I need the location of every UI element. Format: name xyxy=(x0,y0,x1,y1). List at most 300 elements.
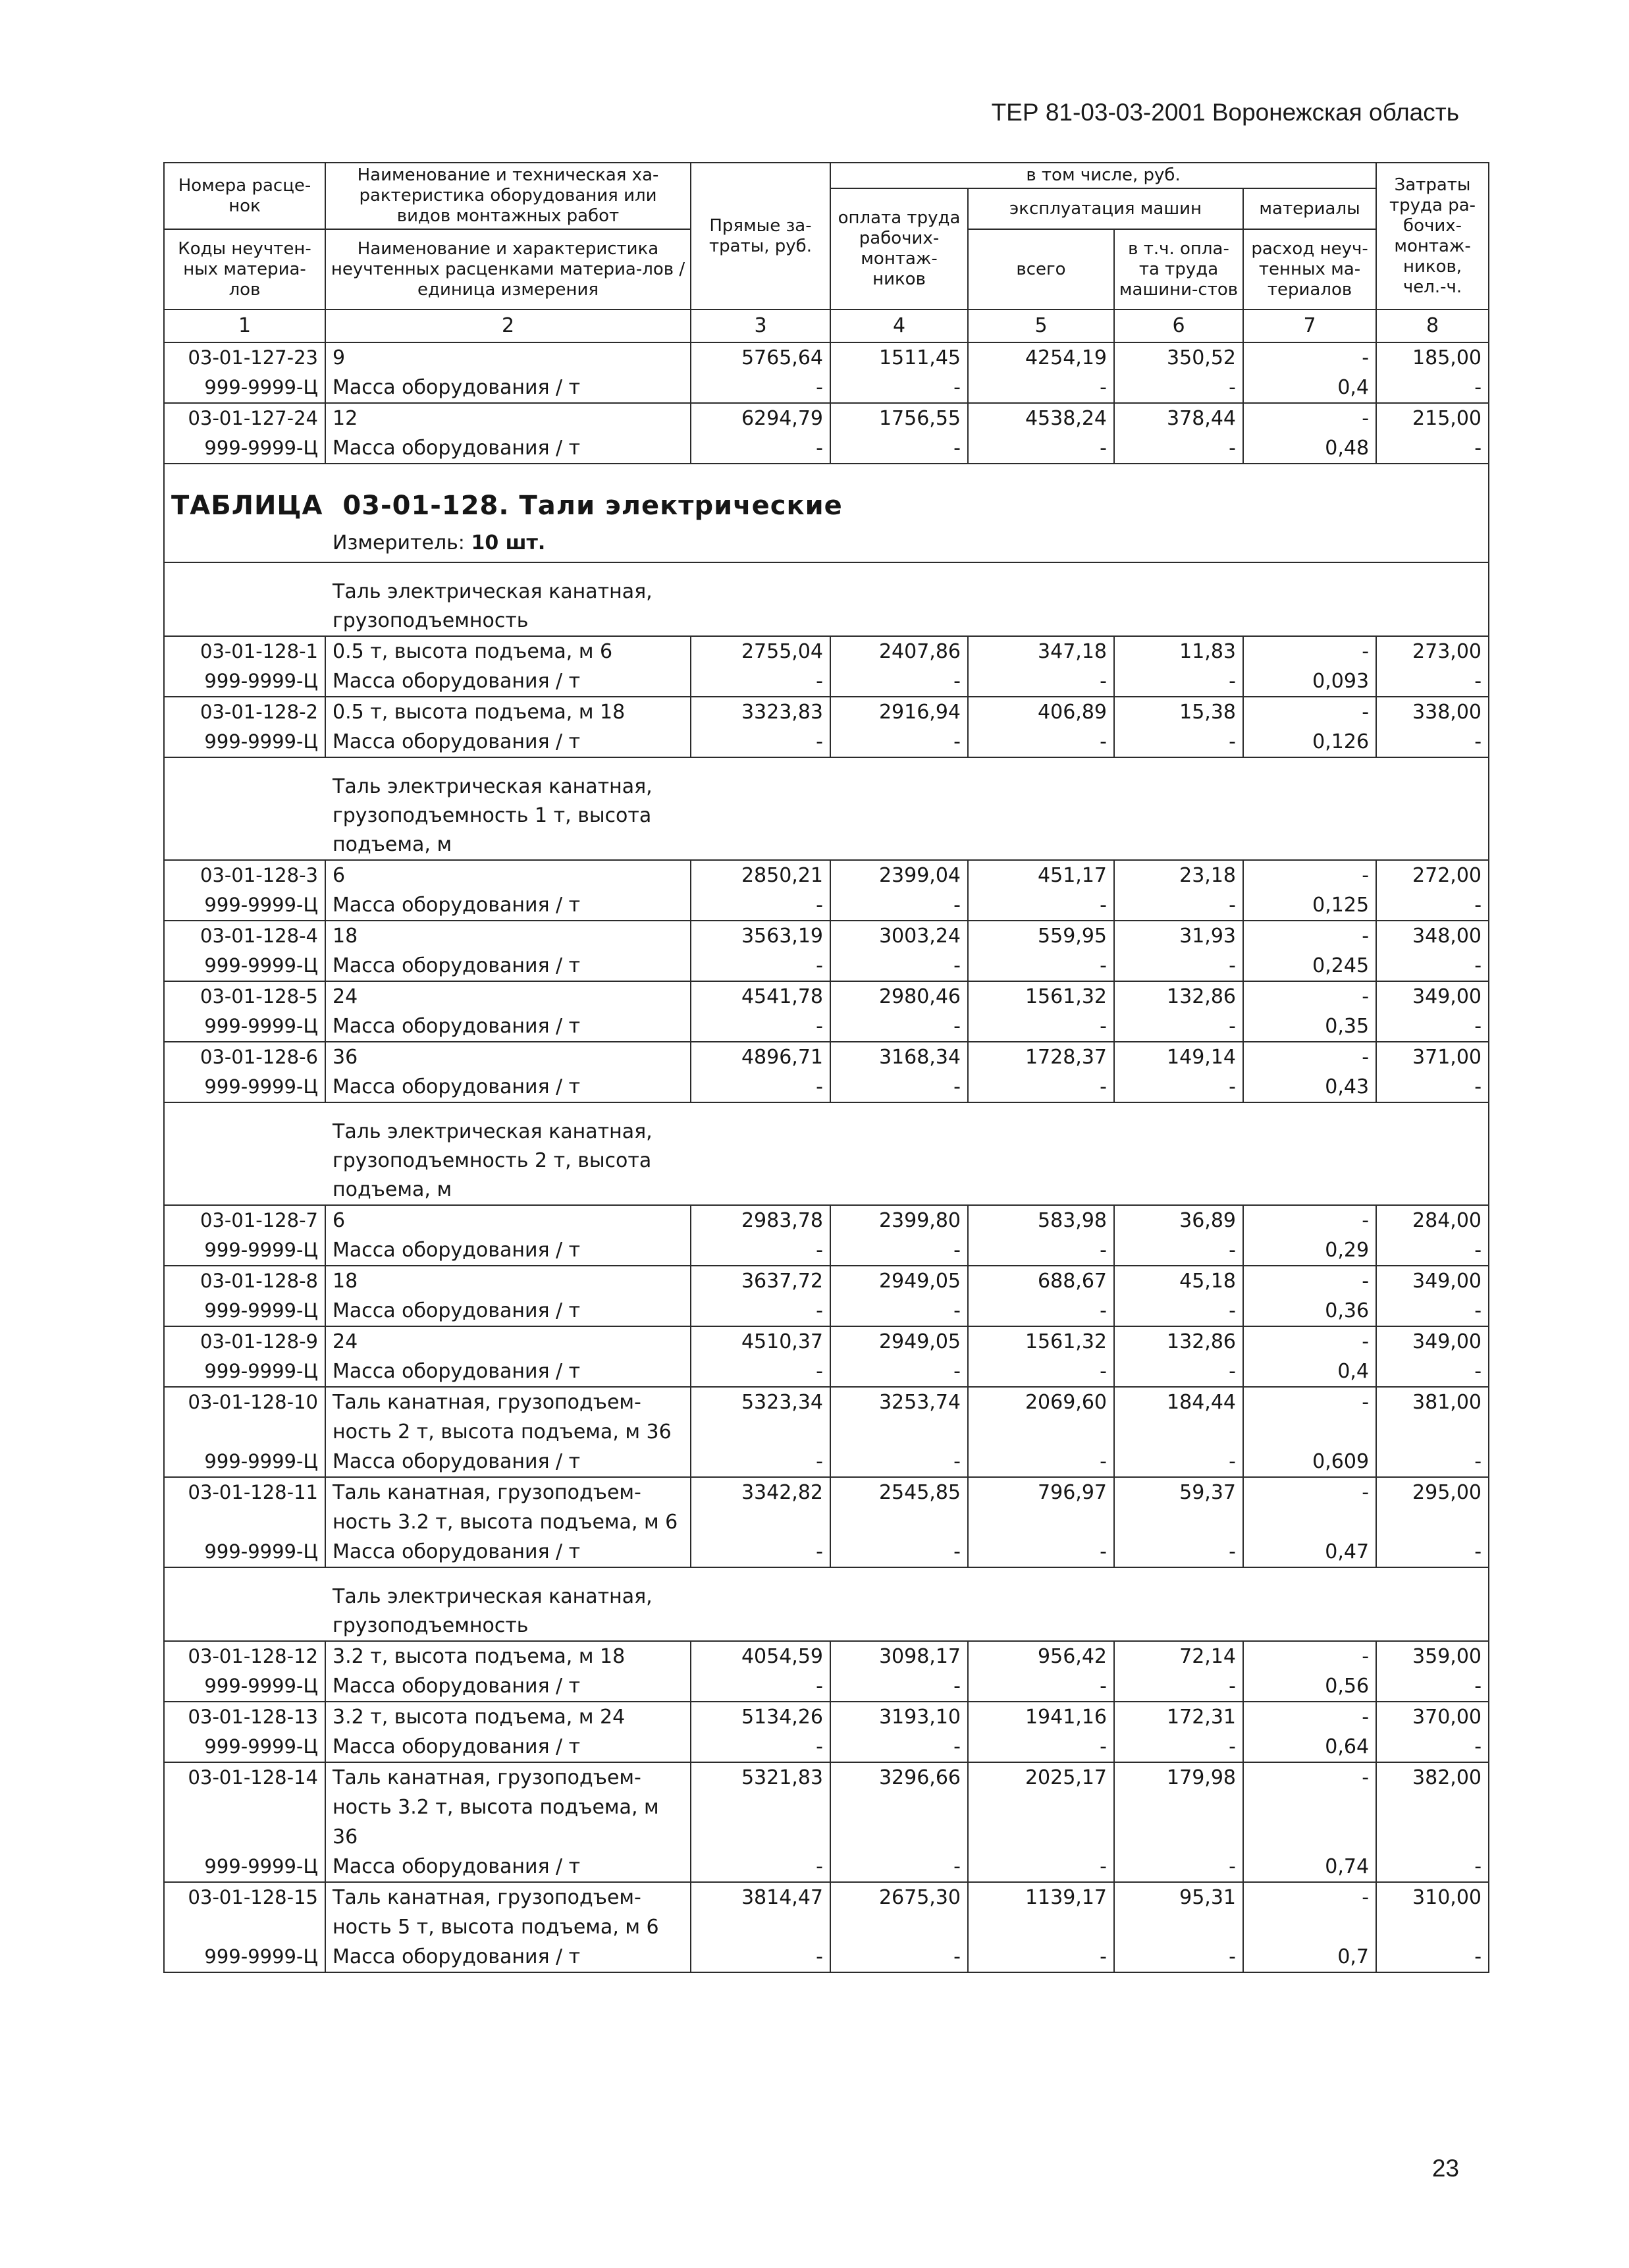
dash-value: - xyxy=(968,1296,1114,1326)
dash-value: - xyxy=(830,373,968,403)
labor-hours-value: 295,00 xyxy=(1376,1477,1489,1537)
rate-code: 03-01-127-24 xyxy=(164,403,325,433)
material-name: Масса оборудования / т xyxy=(325,1447,691,1477)
material-code: 999-9999-Ц xyxy=(164,1537,325,1567)
materials-value: - xyxy=(1243,1762,1376,1852)
meter-label: Измеритель: xyxy=(333,531,471,554)
section-cell xyxy=(164,464,1489,562)
labor-pay-value: 2980,46 xyxy=(830,981,968,1012)
materials-value: - xyxy=(1243,697,1376,727)
column-number: 1 xyxy=(164,310,325,342)
materials-value: - xyxy=(1243,1266,1376,1296)
mass-value: 0,7 xyxy=(1243,1942,1376,1972)
material-name: Масса оборудования / т xyxy=(325,1732,691,1762)
mass-value: 0,609 xyxy=(1243,1447,1376,1477)
material-code: 999-9999-Ц xyxy=(164,1671,325,1702)
dash-value: - xyxy=(1114,1296,1243,1326)
header-name: Наименование и техническая ха-рактеристика оборудования или видов монтажных работ xyxy=(325,163,691,229)
material-code: 999-9999-Ц xyxy=(164,1447,325,1477)
material-code: 999-9999-Ц xyxy=(164,1732,325,1762)
labor-pay-value: 2916,94 xyxy=(830,697,968,727)
machines-total-value: 1139,17 xyxy=(968,1882,1114,1942)
section-row xyxy=(164,1102,1489,1205)
direct-costs-value: 3563,19 xyxy=(691,921,830,951)
dash-value: - xyxy=(830,1671,968,1702)
materials-value: - xyxy=(1243,1326,1376,1357)
section-cell xyxy=(164,757,1489,860)
dash-value: - xyxy=(1114,1235,1243,1266)
machines-total-value: 451,17 xyxy=(968,860,1114,890)
material-name: Масса оборудования / т xyxy=(325,433,691,464)
dash-value: - xyxy=(830,890,968,921)
rate-row xyxy=(164,697,1489,727)
rate-name: 0.5 т, высота подъема, м 6 xyxy=(325,636,691,666)
material-name: Масса оборудования / т xyxy=(325,890,691,921)
rate-code: 03-01-128-14 xyxy=(164,1762,325,1852)
direct-costs-value: 5321,83 xyxy=(691,1762,830,1852)
direct-costs-value: 3814,47 xyxy=(691,1882,830,1942)
mass-value: 0,43 xyxy=(1243,1072,1376,1102)
material-code: 999-9999-Ц xyxy=(164,1852,325,1882)
dash-value: - xyxy=(691,1537,830,1567)
dash-value: - xyxy=(1376,1537,1489,1567)
dash-value: - xyxy=(691,1296,830,1326)
section-row xyxy=(164,562,1489,636)
machines-labor-value: 132,86 xyxy=(1114,1326,1243,1357)
section-row xyxy=(164,757,1489,860)
material-name: Масса оборудования / т xyxy=(325,951,691,981)
mass-value: 0,47 xyxy=(1243,1537,1376,1567)
header-unaccounted-codes: Коды неучтен-ных материа-лов xyxy=(164,229,325,310)
rate-name: 12 xyxy=(325,403,691,433)
dash-value: - xyxy=(968,1852,1114,1882)
dash-value: - xyxy=(968,1732,1114,1762)
materials-value: - xyxy=(1243,403,1376,433)
rate-name: 18 xyxy=(325,921,691,951)
rate-row xyxy=(164,921,1489,951)
dash-value: - xyxy=(830,1012,968,1042)
mass-row xyxy=(164,1072,1489,1102)
material-code: 999-9999-Ц xyxy=(164,373,325,403)
mass-row xyxy=(164,1447,1489,1477)
dash-value: - xyxy=(968,1357,1114,1387)
material-code: 999-9999-Ц xyxy=(164,951,325,981)
mass-value: 0,35 xyxy=(1243,1012,1376,1042)
material-code: 999-9999-Ц xyxy=(164,1942,325,1972)
mass-value: 0,29 xyxy=(1243,1235,1376,1266)
labor-hours-value: 359,00 xyxy=(1376,1641,1489,1671)
mass-row xyxy=(164,1732,1489,1762)
rate-row xyxy=(164,1702,1489,1732)
rate-name: 36 xyxy=(325,1042,691,1072)
header-direct-costs: Прямые за-траты, руб. xyxy=(691,163,830,310)
dash-value: - xyxy=(691,1942,830,1972)
material-name: Масса оборудования / т xyxy=(325,666,691,697)
dash-value: - xyxy=(830,1072,968,1102)
labor-pay-value: 2399,04 xyxy=(830,860,968,890)
dash-value: - xyxy=(1376,727,1489,757)
machines-total-value: 2025,17 xyxy=(968,1762,1114,1852)
rate-code: 03-01-127-23 xyxy=(164,342,325,373)
labor-pay-value: 2407,86 xyxy=(830,636,968,666)
rate-name: 3.2 т, высота подъема, м 24 xyxy=(325,1702,691,1732)
rate-code: 03-01-128-8 xyxy=(164,1266,325,1296)
material-name: Масса оборудования / т xyxy=(325,727,691,757)
labor-hours-value: 349,00 xyxy=(1376,1326,1489,1357)
rate-code: 03-01-128-2 xyxy=(164,697,325,727)
dash-value: - xyxy=(830,1447,968,1477)
dash-value: - xyxy=(1114,373,1243,403)
material-code: 999-9999-Ц xyxy=(164,1012,325,1042)
dash-value: - xyxy=(968,890,1114,921)
rate-name: 0.5 т, высота подъема, м 18 xyxy=(325,697,691,727)
rate-code: 03-01-128-6 xyxy=(164,1042,325,1072)
labor-hours-value: 284,00 xyxy=(1376,1205,1489,1235)
materials-value: - xyxy=(1243,981,1376,1012)
direct-costs-value: 5765,64 xyxy=(691,342,830,373)
dash-value: - xyxy=(830,1296,968,1326)
dash-value: - xyxy=(1376,373,1489,403)
dash-value: - xyxy=(691,1852,830,1882)
material-name: Масса оборудования / т xyxy=(325,1357,691,1387)
labor-pay-value: 3003,24 xyxy=(830,921,968,951)
dash-value: - xyxy=(1114,1671,1243,1702)
dash-value: - xyxy=(968,373,1114,403)
rate-row xyxy=(164,636,1489,666)
material-code: 999-9999-Ц xyxy=(164,890,325,921)
labor-hours-value: 185,00 xyxy=(1376,342,1489,373)
rate-name: Таль канатная, грузоподъем-ность 3.2 т, высота подъема, м 36 xyxy=(325,1762,691,1852)
material-code: 999-9999-Ц xyxy=(164,727,325,757)
dash-value: - xyxy=(1376,1296,1489,1326)
machines-total-value: 347,18 xyxy=(968,636,1114,666)
machines-labor-value: 378,44 xyxy=(1114,403,1243,433)
dash-value: - xyxy=(1114,1852,1243,1882)
mass-row xyxy=(164,951,1489,981)
labor-hours-value: 371,00 xyxy=(1376,1042,1489,1072)
rate-name: 3.2 т, высота подъема, м 18 xyxy=(325,1641,691,1671)
material-code: 999-9999-Ц xyxy=(164,1296,325,1326)
mass-row xyxy=(164,727,1489,757)
rate-row xyxy=(164,981,1489,1012)
mass-row xyxy=(164,1012,1489,1042)
machines-total-value: 583,98 xyxy=(968,1205,1114,1235)
table-title: ТАБЛИЦА 03-01-128. Тали электрические xyxy=(171,491,843,521)
section-cell xyxy=(164,1567,1489,1641)
material-name: Масса оборудования / т xyxy=(325,1537,691,1567)
machines-labor-value: 23,18 xyxy=(1114,860,1243,890)
rate-name: 18 xyxy=(325,1266,691,1296)
materials-value: - xyxy=(1243,636,1376,666)
column-number: 2 xyxy=(325,310,691,342)
dash-value: - xyxy=(691,1447,830,1477)
labor-hours-value: 381,00 xyxy=(1376,1387,1489,1447)
dash-value: - xyxy=(1114,1012,1243,1042)
rate-name: 24 xyxy=(325,981,691,1012)
dash-value: - xyxy=(1376,1357,1489,1387)
labor-hours-value: 370,00 xyxy=(1376,1702,1489,1732)
section-row xyxy=(164,1567,1489,1641)
machines-labor-value: 172,31 xyxy=(1114,1702,1243,1732)
meter-value: 10 шт. xyxy=(471,531,546,554)
machines-labor-value: 350,52 xyxy=(1114,342,1243,373)
mass-value: 0,36 xyxy=(1243,1296,1376,1326)
mass-value: 0,4 xyxy=(1243,373,1376,403)
dash-value: - xyxy=(968,951,1114,981)
rate-code: 03-01-128-11 xyxy=(164,1477,325,1537)
machines-total-value: 1561,32 xyxy=(968,1326,1114,1357)
meter-line xyxy=(171,529,1482,562)
mass-value: 0,093 xyxy=(1243,666,1376,697)
machines-labor-value: 132,86 xyxy=(1114,981,1243,1012)
rate-name: Таль канатная, грузоподъем-ность 5 т, высота подъема, м 6 xyxy=(325,1882,691,1942)
materials-value: - xyxy=(1243,1042,1376,1072)
materials-value: - xyxy=(1243,860,1376,890)
column-number: 4 xyxy=(830,310,968,342)
rate-row xyxy=(164,1326,1489,1357)
labor-hours-value: 349,00 xyxy=(1376,981,1489,1012)
dash-value: - xyxy=(1376,1072,1489,1102)
rate-code: 03-01-128-9 xyxy=(164,1326,325,1357)
direct-costs-value: 3637,72 xyxy=(691,1266,830,1296)
header-machines-total: всего xyxy=(968,229,1114,310)
direct-costs-value: 5134,26 xyxy=(691,1702,830,1732)
materials-value: - xyxy=(1243,1702,1376,1732)
dash-value: - xyxy=(691,1235,830,1266)
labor-pay-value: 2399,80 xyxy=(830,1205,968,1235)
dash-value: - xyxy=(691,1012,830,1042)
mass-value: 0,64 xyxy=(1243,1732,1376,1762)
machines-total-value: 4538,24 xyxy=(968,403,1114,433)
material-name: Масса оборудования / т xyxy=(325,373,691,403)
dash-value: - xyxy=(968,1537,1114,1567)
dash-value: - xyxy=(830,433,968,464)
dash-value: - xyxy=(691,1357,830,1387)
direct-costs-value: 4510,37 xyxy=(691,1326,830,1357)
dash-value: - xyxy=(968,1012,1114,1042)
dash-value: - xyxy=(691,433,830,464)
dash-value: - xyxy=(830,727,968,757)
dash-value: - xyxy=(1114,1072,1243,1102)
material-name: Масса оборудования / т xyxy=(325,1852,691,1882)
dash-value: - xyxy=(1376,1012,1489,1042)
dash-value: - xyxy=(968,727,1114,757)
machines-total-value: 1728,37 xyxy=(968,1042,1114,1072)
dash-value: - xyxy=(968,666,1114,697)
rate-row xyxy=(164,1641,1489,1671)
dash-value: - xyxy=(1376,1235,1489,1266)
labor-hours-value: 382,00 xyxy=(1376,1762,1489,1852)
dash-value: - xyxy=(691,951,830,981)
material-name: Масса оборудования / т xyxy=(325,1942,691,1972)
machines-labor-value: 36,89 xyxy=(1114,1205,1243,1235)
dash-value: - xyxy=(968,1235,1114,1266)
materials-value: - xyxy=(1243,342,1376,373)
material-name: Масса оборудования / т xyxy=(325,1296,691,1326)
dash-value: - xyxy=(968,433,1114,464)
rate-name: 24 xyxy=(325,1326,691,1357)
column-number-row xyxy=(164,310,1489,342)
material-code: 999-9999-Ц xyxy=(164,1235,325,1266)
mass-row xyxy=(164,1671,1489,1702)
header-codes: Номера расце-нок xyxy=(164,163,325,229)
rate-row xyxy=(164,1042,1489,1072)
dash-value: - xyxy=(830,666,968,697)
group-heading: Таль электрическая канатная, грузоподъемность 1 т, высота подъема, м xyxy=(333,775,653,856)
mass-row xyxy=(164,1357,1489,1387)
labor-pay-value: 3098,17 xyxy=(830,1641,968,1671)
dash-value: - xyxy=(1376,951,1489,981)
rate-row xyxy=(164,1387,1489,1447)
machines-labor-value: 149,14 xyxy=(1114,1042,1243,1072)
rate-code: 03-01-128-7 xyxy=(164,1205,325,1235)
rate-row xyxy=(164,1882,1489,1942)
dash-value: - xyxy=(968,1447,1114,1477)
labor-hours-value: 338,00 xyxy=(1376,697,1489,727)
rates-table xyxy=(163,162,1489,1973)
mass-row xyxy=(164,1537,1489,1567)
mass-value: 0,4 xyxy=(1243,1357,1376,1387)
machines-total-value: 2069,60 xyxy=(968,1387,1114,1447)
table-header xyxy=(164,163,1489,342)
rate-code: 03-01-128-10 xyxy=(164,1387,325,1447)
dash-value: - xyxy=(1114,1732,1243,1762)
dash-value: - xyxy=(830,1732,968,1762)
materials-value: - xyxy=(1243,1387,1376,1447)
machines-labor-value: 95,31 xyxy=(1114,1882,1243,1942)
page-number: 23 xyxy=(1431,2155,1459,2182)
rate-name: 6 xyxy=(325,1205,691,1235)
rate-row xyxy=(164,1205,1489,1235)
section-row xyxy=(164,464,1489,562)
dash-value: - xyxy=(830,1537,968,1567)
rate-row xyxy=(164,860,1489,890)
dash-value: - xyxy=(968,1671,1114,1702)
mass-row xyxy=(164,1296,1489,1326)
direct-costs-value: 6294,79 xyxy=(691,403,830,433)
mass-value: 0,48 xyxy=(1243,433,1376,464)
machines-total-value: 406,89 xyxy=(968,697,1114,727)
dash-value: - xyxy=(830,1357,968,1387)
rate-row xyxy=(164,1477,1489,1537)
dash-value: - xyxy=(691,890,830,921)
header-materials: материалы xyxy=(1243,188,1376,229)
dash-value: - xyxy=(691,666,830,697)
labor-pay-value: 3193,10 xyxy=(830,1702,968,1732)
labor-pay-value: 2675,30 xyxy=(830,1882,968,1942)
labor-hours-value: 310,00 xyxy=(1376,1882,1489,1942)
mass-row xyxy=(164,373,1489,403)
rate-code: 03-01-128-13 xyxy=(164,1702,325,1732)
mass-value: 0,74 xyxy=(1243,1852,1376,1882)
machines-total-value: 4254,19 xyxy=(968,342,1114,373)
dash-value: - xyxy=(691,1671,830,1702)
mass-value: 0,125 xyxy=(1243,890,1376,921)
machines-labor-value: 72,14 xyxy=(1114,1641,1243,1671)
direct-costs-value: 4054,59 xyxy=(691,1641,830,1671)
labor-hours-value: 273,00 xyxy=(1376,636,1489,666)
mass-value: 0,245 xyxy=(1243,951,1376,981)
dash-value: - xyxy=(968,1942,1114,1972)
group-heading: Таль электрическая канатная, грузоподъемность 2 т, высота подъема, м xyxy=(333,1120,653,1201)
dash-value: - xyxy=(830,1235,968,1266)
machines-total-value: 796,97 xyxy=(968,1477,1114,1537)
material-code: 999-9999-Ц xyxy=(164,1072,325,1102)
mass-value: 0,56 xyxy=(1243,1671,1376,1702)
labor-hours-value: 272,00 xyxy=(1376,860,1489,890)
header-labor-costs: Затраты труда ра-бочих-монтаж-ников, чел.-ч. xyxy=(1376,163,1489,310)
machines-labor-value: 59,37 xyxy=(1114,1477,1243,1537)
machines-total-value: 1561,32 xyxy=(968,981,1114,1012)
direct-costs-value: 3342,82 xyxy=(691,1477,830,1537)
dash-value: - xyxy=(691,1072,830,1102)
column-number: 6 xyxy=(1114,310,1243,342)
material-name: Масса оборудования / т xyxy=(325,1012,691,1042)
labor-hours-value: 215,00 xyxy=(1376,403,1489,433)
dash-value: - xyxy=(968,1072,1114,1102)
dash-value: - xyxy=(830,1852,968,1882)
dash-value: - xyxy=(1114,433,1243,464)
header-machines: эксплуатация машин xyxy=(968,188,1243,229)
header-machines-labor: в т.ч. опла-та труда машини-стов xyxy=(1114,229,1243,310)
machines-labor-value: 179,98 xyxy=(1114,1762,1243,1852)
rate-code: 03-01-128-5 xyxy=(164,981,325,1012)
dash-value: - xyxy=(691,1732,830,1762)
dash-value: - xyxy=(691,373,830,403)
dash-value: - xyxy=(1114,951,1243,981)
mass-value: 0,126 xyxy=(1243,727,1376,757)
dash-value: - xyxy=(1376,890,1489,921)
mass-row xyxy=(164,1852,1489,1882)
machines-total-value: 1941,16 xyxy=(968,1702,1114,1732)
dash-value: - xyxy=(1114,1357,1243,1387)
rate-code: 03-01-128-15 xyxy=(164,1882,325,1942)
dash-value: - xyxy=(1114,727,1243,757)
dash-value: - xyxy=(1376,1852,1489,1882)
dash-value: - xyxy=(1376,1942,1489,1972)
labor-pay-value: 1756,55 xyxy=(830,403,968,433)
column-number: 8 xyxy=(1376,310,1489,342)
rate-code: 03-01-128-4 xyxy=(164,921,325,951)
rate-code: 03-01-128-1 xyxy=(164,636,325,666)
dash-value: - xyxy=(1376,666,1489,697)
mass-row xyxy=(164,890,1489,921)
header-materials-sub: расход неуч-тенных ма-териалов xyxy=(1243,229,1376,310)
section-cell xyxy=(164,1102,1489,1205)
dash-value: - xyxy=(1114,1537,1243,1567)
machines-labor-value: 184,44 xyxy=(1114,1387,1243,1447)
material-code: 999-9999-Ц xyxy=(164,1357,325,1387)
labor-pay-value: 2949,05 xyxy=(830,1266,968,1296)
dash-value: - xyxy=(1114,1447,1243,1477)
materials-value: - xyxy=(1243,921,1376,951)
machines-labor-value: 31,93 xyxy=(1114,921,1243,951)
mass-row xyxy=(164,433,1489,464)
table-body xyxy=(164,342,1489,1972)
machines-total-value: 688,67 xyxy=(968,1266,1114,1296)
dash-value: - xyxy=(1376,1671,1489,1702)
material-name: Масса оборудования / т xyxy=(325,1235,691,1266)
materials-value: - xyxy=(1243,1641,1376,1671)
dash-value: - xyxy=(1114,1942,1243,1972)
machines-labor-value: 11,83 xyxy=(1114,636,1243,666)
direct-costs-value: 4896,71 xyxy=(691,1042,830,1072)
rate-name: Таль канатная, грузоподъем-ность 3.2 т, высота подъема, м 6 xyxy=(325,1477,691,1537)
section-cell xyxy=(164,562,1489,636)
mass-row xyxy=(164,666,1489,697)
header-unaccounted-names: Наименование и характеристика неучтенных расценками материа-лов / единица измерения xyxy=(325,229,691,310)
rate-name: 6 xyxy=(325,860,691,890)
